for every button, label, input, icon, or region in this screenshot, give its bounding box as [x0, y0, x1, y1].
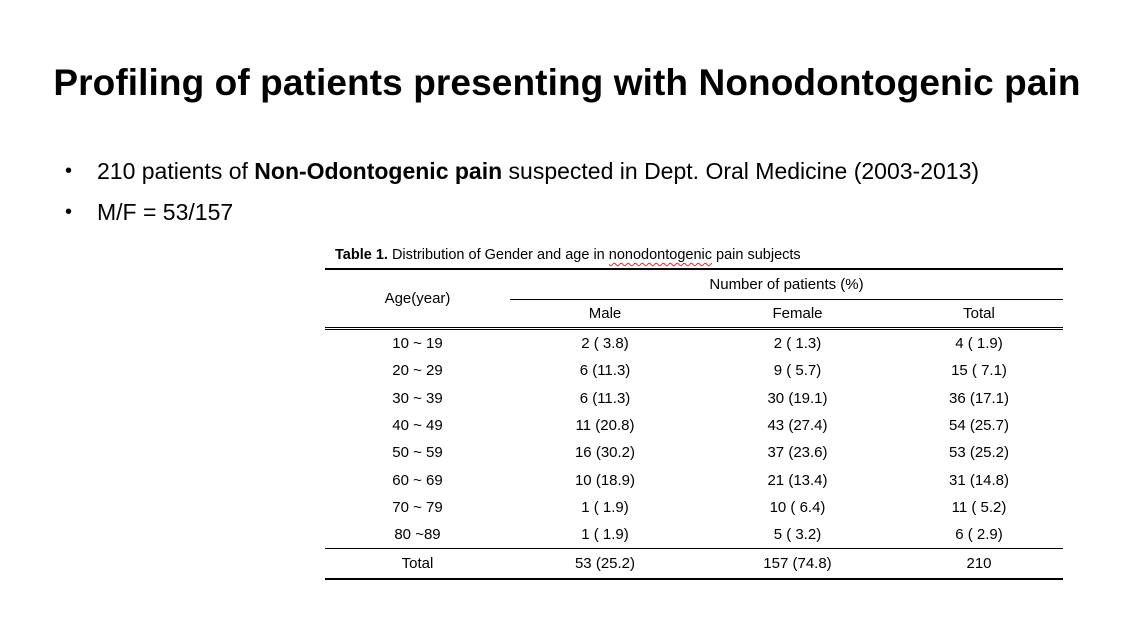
cell-male: 11 (20.8) — [575, 417, 635, 435]
header-group: Number of patients (%) — [510, 269, 1063, 300]
table-row — [325, 466, 1063, 493]
table-row — [325, 357, 1063, 384]
cell-age: 40 ~ 49 — [392, 417, 443, 435]
table-block — [325, 244, 1063, 580]
cell-male: 1 ( 1.9) — [581, 498, 629, 516]
cell-age: 10 ~ 19 — [392, 335, 443, 353]
footer-total: 210 — [895, 549, 1063, 580]
bullet-bold-text: Non-Odontogenic pain — [254, 158, 503, 184]
cell-female: 2 ( 1.3) — [773, 335, 822, 353]
cell-total: 15 ( 7.1) — [951, 362, 1007, 380]
cell-age: 30 ~ 39 — [392, 389, 443, 407]
cell-female: 9 ( 5.7) — [773, 362, 822, 380]
caption-text-post: pain subjects — [712, 247, 801, 263]
cell-male: 16 (30.2) — [574, 444, 636, 462]
table-row — [325, 439, 1063, 466]
cell-female: 43 (27.4) — [767, 417, 828, 435]
caption-text-pre: Distribution of Gender and age in — [387, 247, 609, 263]
cell-age: 50 ~ 59 — [392, 444, 443, 462]
footer-age: Total — [325, 549, 510, 580]
header-age: Age(year) — [325, 269, 510, 329]
cell-total: 53 (25.2) — [948, 444, 1010, 462]
cell-age: 70 ~ 79 — [392, 498, 443, 516]
slide-title: Profiling of patients presenting with Nonodontogenic pain — [53, 62, 1081, 103]
table-caption — [335, 244, 1063, 268]
table-footer-row — [325, 549, 1063, 580]
caption-term: nonodontogenic — [608, 247, 712, 263]
cell-age: 20 ~ 29 — [392, 362, 443, 380]
header-total: Total — [895, 300, 1063, 329]
cell-female: 5 ( 3.2) — [773, 526, 822, 544]
cell-age: 60 ~ 69 — [392, 471, 443, 489]
cell-total: 31 (14.8) — [948, 471, 1010, 489]
footer-male: 53 (25.2) — [510, 549, 700, 580]
cell-male: 6 (11.3) — [579, 389, 631, 407]
cell-male: 6 (11.3) — [579, 362, 631, 380]
bullet-item — [62, 154, 979, 195]
table-row — [325, 412, 1063, 439]
table-row — [325, 329, 1063, 358]
bullet-dot-icon: • — [65, 201, 73, 223]
cell-female: 21 (13.4) — [767, 471, 828, 489]
table-row — [325, 385, 1063, 412]
cell-age: 80 ~89 — [394, 526, 441, 544]
header-male: Male — [510, 300, 700, 329]
cell-total: 11 ( 5.2) — [951, 498, 1007, 516]
bullet-text: M/F = 53/157 — [97, 199, 234, 225]
cell-female: 10 ( 6.4) — [769, 498, 826, 516]
cell-male: 2 ( 3.8) — [581, 335, 629, 353]
cell-total: 54 (25.7) — [948, 417, 1010, 435]
bullet-dot-icon: • — [65, 160, 73, 182]
bullet-item — [62, 195, 979, 236]
cell-male: 10 (18.9) — [574, 471, 636, 489]
table-row — [325, 494, 1063, 521]
header-female: Female — [700, 300, 895, 329]
table-row — [325, 521, 1063, 549]
bullet-text-after: suspected in Dept. Oral Medicine (2003-2013) — [502, 158, 980, 184]
bullet-text: 210 patients of — [97, 158, 255, 184]
cell-total: 36 (17.1) — [948, 389, 1010, 407]
cell-male: 1 ( 1.9) — [581, 526, 629, 544]
bullet-list — [62, 154, 979, 236]
cell-total: 4 ( 1.9) — [955, 335, 1003, 353]
distribution-table — [325, 268, 1063, 580]
footer-female: 157 (74.8) — [700, 549, 895, 580]
cell-total: 6 ( 2.9) — [955, 526, 1003, 544]
cell-female: 30 (19.1) — [767, 389, 828, 407]
table-body — [325, 329, 1063, 549]
cell-female: 37 (23.6) — [767, 444, 828, 462]
caption-label: Table 1. — [335, 247, 388, 263]
